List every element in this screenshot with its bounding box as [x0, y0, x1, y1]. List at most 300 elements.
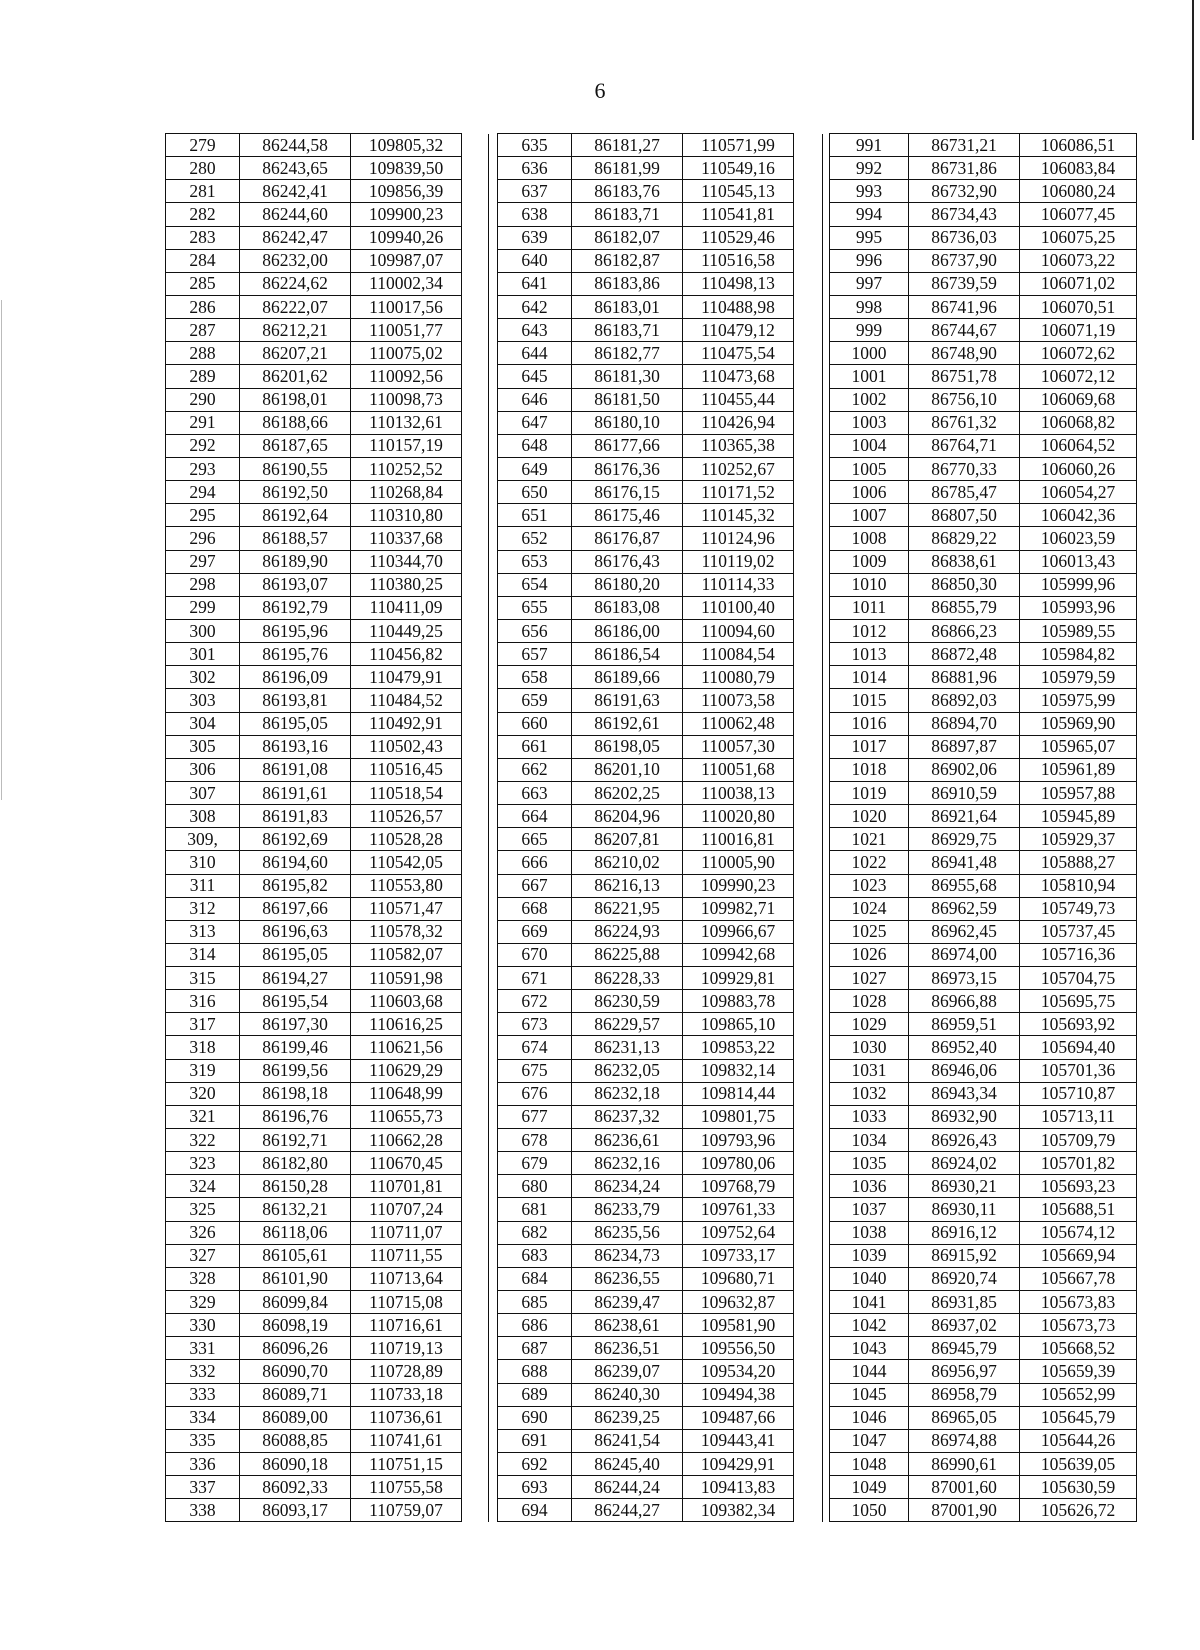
point-number-cell: 681 — [498, 1198, 572, 1221]
x-coordinate-cell: 86945,79 — [909, 1337, 1020, 1360]
column-gap — [794, 666, 823, 689]
column-gap — [462, 758, 489, 781]
y-coordinate-cell: 110648,99 — [351, 1082, 462, 1105]
y-coordinate-cell: 110005,90 — [683, 851, 794, 874]
table-row — [830, 1337, 1137, 1360]
column-gap — [794, 203, 823, 226]
point-number-cell: 290 — [166, 388, 240, 411]
y-coordinate-cell: 110662,28 — [351, 1129, 462, 1152]
table-row — [166, 434, 489, 457]
column-gap — [794, 1267, 823, 1290]
y-coordinate-cell: 109556,50 — [683, 1337, 794, 1360]
table-row — [166, 1036, 489, 1059]
table-row — [166, 180, 489, 203]
x-coordinate-cell: 86207,81 — [572, 828, 683, 851]
point-number-cell: 296 — [166, 527, 240, 550]
table-row — [166, 1383, 489, 1406]
x-coordinate-cell: 86230,59 — [572, 990, 683, 1013]
y-coordinate-cell: 105716,36 — [1020, 943, 1137, 966]
table-row — [830, 1036, 1137, 1059]
x-coordinate-cell: 86224,93 — [572, 920, 683, 943]
column-gap — [462, 1013, 489, 1036]
y-coordinate-cell: 110057,30 — [683, 735, 794, 758]
point-number-cell: 641 — [498, 272, 572, 295]
table-row — [166, 781, 489, 804]
column-gap — [462, 689, 489, 712]
point-number-cell: 690 — [498, 1406, 572, 1429]
table-row — [166, 967, 489, 990]
table-row — [498, 388, 823, 411]
point-number-cell: 1013 — [830, 643, 909, 666]
point-number-cell: 1015 — [830, 689, 909, 712]
column-gap — [462, 1314, 489, 1337]
y-coordinate-cell: 110755,58 — [351, 1476, 462, 1499]
column-gap — [794, 1244, 823, 1267]
y-coordinate-cell: 110411,09 — [351, 596, 462, 619]
column-gap — [794, 1429, 823, 1452]
x-coordinate-cell: 86182,80 — [240, 1152, 351, 1175]
point-number-cell: 319 — [166, 1059, 240, 1082]
column-gap — [462, 411, 489, 434]
x-coordinate-cell: 86892,03 — [909, 689, 1020, 712]
column-gap — [462, 1221, 489, 1244]
table-row — [498, 1013, 823, 1036]
x-coordinate-cell: 86096,26 — [240, 1337, 351, 1360]
y-coordinate-cell: 109733,17 — [683, 1244, 794, 1267]
x-coordinate-cell: 86222,07 — [240, 295, 351, 318]
x-coordinate-cell: 86962,59 — [909, 897, 1020, 920]
table-row — [498, 1360, 823, 1383]
column-gap — [462, 851, 489, 874]
point-number-cell: 317 — [166, 1013, 240, 1036]
point-number-cell: 335 — [166, 1429, 240, 1452]
table-row — [830, 758, 1137, 781]
table-row — [166, 735, 489, 758]
table-row — [498, 1406, 823, 1429]
point-number-cell: 682 — [498, 1221, 572, 1244]
x-coordinate-cell: 86829,22 — [909, 527, 1020, 550]
y-coordinate-cell: 110017,56 — [351, 295, 462, 318]
table-row — [166, 319, 489, 342]
y-coordinate-cell: 105701,36 — [1020, 1059, 1137, 1082]
y-coordinate-cell: 110542,05 — [351, 851, 462, 874]
column-gap — [794, 874, 823, 897]
y-coordinate-cell: 109429,91 — [683, 1453, 794, 1476]
table-row — [498, 1383, 823, 1406]
table-row — [830, 203, 1137, 226]
point-number-cell: 287 — [166, 319, 240, 342]
table-row — [498, 434, 823, 457]
y-coordinate-cell: 110670,45 — [351, 1152, 462, 1175]
column-gap — [794, 1453, 823, 1476]
table-row — [498, 920, 823, 943]
point-number-cell: 1029 — [830, 1013, 909, 1036]
point-number-cell: 669 — [498, 920, 572, 943]
point-number-cell: 672 — [498, 990, 572, 1013]
point-number-cell: 333 — [166, 1383, 240, 1406]
x-coordinate-cell: 86238,61 — [572, 1314, 683, 1337]
table-row — [498, 249, 823, 272]
y-coordinate-cell: 110629,29 — [351, 1059, 462, 1082]
table-row — [830, 434, 1137, 457]
y-coordinate-cell: 106071,02 — [1020, 272, 1137, 295]
table-row — [830, 1082, 1137, 1105]
y-coordinate-cell: 109839,50 — [351, 157, 462, 180]
x-coordinate-cell: 86235,56 — [572, 1221, 683, 1244]
x-coordinate-cell: 86189,90 — [240, 550, 351, 573]
point-number-cell: 299 — [166, 596, 240, 619]
y-coordinate-cell: 109990,23 — [683, 874, 794, 897]
x-coordinate-cell: 86974,00 — [909, 943, 1020, 966]
x-coordinate-cell: 86105,61 — [240, 1244, 351, 1267]
x-coordinate-cell: 86229,57 — [572, 1013, 683, 1036]
point-number-cell: 662 — [498, 758, 572, 781]
y-coordinate-cell: 105652,99 — [1020, 1383, 1137, 1406]
column-gap — [462, 504, 489, 527]
table-row — [498, 573, 823, 596]
coordinates-table-1 — [165, 133, 489, 1522]
table-row — [166, 388, 489, 411]
x-coordinate-cell: 86176,87 — [572, 527, 683, 550]
y-coordinate-cell: 109987,07 — [351, 249, 462, 272]
column-gap — [462, 550, 489, 573]
point-number-cell: 1004 — [830, 434, 909, 457]
column-gap — [794, 1291, 823, 1314]
table-row — [830, 596, 1137, 619]
point-number-cell: 1038 — [830, 1221, 909, 1244]
x-coordinate-cell: 86756,10 — [909, 388, 1020, 411]
x-coordinate-cell: 86748,90 — [909, 342, 1020, 365]
y-coordinate-cell: 106060,26 — [1020, 457, 1137, 480]
table-row — [166, 1175, 489, 1198]
point-number-cell: 305 — [166, 735, 240, 758]
table-row — [498, 1221, 823, 1244]
point-number-cell: 327 — [166, 1244, 240, 1267]
table-row — [498, 295, 823, 318]
y-coordinate-cell: 109581,90 — [683, 1314, 794, 1337]
y-coordinate-cell: 106072,62 — [1020, 342, 1137, 365]
y-coordinate-cell: 109900,23 — [351, 203, 462, 226]
column-gap — [794, 1406, 823, 1429]
y-coordinate-cell: 110711,07 — [351, 1221, 462, 1244]
y-coordinate-cell: 109494,38 — [683, 1383, 794, 1406]
point-number-cell: 668 — [498, 897, 572, 920]
y-coordinate-cell: 110100,40 — [683, 596, 794, 619]
table-row — [830, 666, 1137, 689]
y-coordinate-cell: 110492,91 — [351, 712, 462, 735]
point-number-cell: 660 — [498, 712, 572, 735]
column-gap — [462, 967, 489, 990]
x-coordinate-cell: 86232,00 — [240, 249, 351, 272]
y-coordinate-cell: 105695,75 — [1020, 990, 1137, 1013]
table-row — [498, 781, 823, 804]
x-coordinate-cell: 86196,09 — [240, 666, 351, 689]
table-row — [830, 1244, 1137, 1267]
table-row — [830, 295, 1137, 318]
table-row — [830, 481, 1137, 504]
point-number-cell: 689 — [498, 1383, 572, 1406]
table-row — [830, 272, 1137, 295]
column-gap — [794, 1198, 823, 1221]
x-coordinate-cell: 86770,33 — [909, 457, 1020, 480]
x-coordinate-cell: 86176,43 — [572, 550, 683, 573]
column-gap — [794, 1105, 823, 1128]
y-coordinate-cell: 110571,47 — [351, 897, 462, 920]
point-number-cell: 320 — [166, 1082, 240, 1105]
y-coordinate-cell: 109814,44 — [683, 1082, 794, 1105]
y-coordinate-cell: 105810,94 — [1020, 874, 1137, 897]
point-number-cell: 691 — [498, 1429, 572, 1452]
point-number-cell: 665 — [498, 828, 572, 851]
y-coordinate-cell: 109632,87 — [683, 1291, 794, 1314]
point-number-cell: 1021 — [830, 828, 909, 851]
y-coordinate-cell: 105984,82 — [1020, 643, 1137, 666]
point-number-cell: 285 — [166, 272, 240, 295]
column-gap — [462, 1059, 489, 1082]
x-coordinate-cell: 86182,87 — [572, 249, 683, 272]
point-number-cell: 325 — [166, 1198, 240, 1221]
column-gap — [462, 1244, 489, 1267]
column-gap — [462, 643, 489, 666]
point-number-cell: 639 — [498, 226, 572, 249]
point-number-cell: 294 — [166, 481, 240, 504]
column-gap — [462, 295, 489, 318]
x-coordinate-cell: 86807,50 — [909, 504, 1020, 527]
x-coordinate-cell: 86244,24 — [572, 1476, 683, 1499]
table-row — [830, 1314, 1137, 1337]
column-gap — [794, 805, 823, 828]
table-row — [830, 1175, 1137, 1198]
table-row — [830, 920, 1137, 943]
y-coordinate-cell: 109853,22 — [683, 1036, 794, 1059]
y-coordinate-cell: 105979,59 — [1020, 666, 1137, 689]
y-coordinate-cell: 110002,34 — [351, 272, 462, 295]
y-coordinate-cell: 106070,51 — [1020, 295, 1137, 318]
x-coordinate-cell: 86838,61 — [909, 550, 1020, 573]
column-gap — [794, 828, 823, 851]
point-number-cell: 677 — [498, 1105, 572, 1128]
x-coordinate-cell: 86897,87 — [909, 735, 1020, 758]
table-row — [498, 1175, 823, 1198]
x-coordinate-cell: 86198,18 — [240, 1082, 351, 1105]
x-coordinate-cell: 86929,75 — [909, 828, 1020, 851]
table-row — [166, 1267, 489, 1290]
x-coordinate-cell: 86180,10 — [572, 411, 683, 434]
point-number-cell: 1016 — [830, 712, 909, 735]
x-coordinate-cell: 86181,99 — [572, 157, 683, 180]
y-coordinate-cell: 105694,40 — [1020, 1036, 1137, 1059]
point-number-cell: 659 — [498, 689, 572, 712]
point-number-cell: 1022 — [830, 851, 909, 874]
column-gap — [462, 203, 489, 226]
point-number-cell: 334 — [166, 1406, 240, 1429]
point-number-cell: 291 — [166, 411, 240, 434]
table-row — [166, 851, 489, 874]
table-row — [498, 203, 823, 226]
point-number-cell: 306 — [166, 758, 240, 781]
x-coordinate-cell: 86181,27 — [572, 134, 683, 157]
y-coordinate-cell: 110020,80 — [683, 805, 794, 828]
column-gap — [794, 504, 823, 527]
table-row — [166, 550, 489, 573]
y-coordinate-cell: 105674,12 — [1020, 1221, 1137, 1244]
coordinates-table-3 — [829, 133, 1137, 1522]
point-number-cell: 1046 — [830, 1406, 909, 1429]
column-gap — [794, 781, 823, 804]
table-row — [166, 1429, 489, 1452]
y-coordinate-cell: 110549,16 — [683, 157, 794, 180]
y-coordinate-cell: 105668,52 — [1020, 1337, 1137, 1360]
column-gap — [794, 1036, 823, 1059]
table-row — [498, 457, 823, 480]
point-number-cell: 692 — [498, 1453, 572, 1476]
x-coordinate-cell: 86232,05 — [572, 1059, 683, 1082]
point-number-cell: 999 — [830, 319, 909, 342]
y-coordinate-cell: 110591,98 — [351, 967, 462, 990]
y-coordinate-cell: 105945,89 — [1020, 805, 1137, 828]
x-coordinate-cell: 86902,06 — [909, 758, 1020, 781]
column-gap — [794, 134, 823, 157]
y-coordinate-cell: 110759,07 — [351, 1499, 462, 1522]
table-row — [830, 411, 1137, 434]
x-coordinate-cell: 86196,63 — [240, 920, 351, 943]
table-row — [166, 1314, 489, 1337]
y-coordinate-cell: 110715,08 — [351, 1291, 462, 1314]
y-coordinate-cell: 106083,84 — [1020, 157, 1137, 180]
y-coordinate-cell: 110124,96 — [683, 527, 794, 550]
y-coordinate-cell: 105659,39 — [1020, 1360, 1137, 1383]
table-row — [498, 1059, 823, 1082]
x-coordinate-cell: 86955,68 — [909, 874, 1020, 897]
point-number-cell: 1003 — [830, 411, 909, 434]
x-coordinate-cell: 86193,81 — [240, 689, 351, 712]
table-row — [830, 457, 1137, 480]
x-coordinate-cell: 86894,70 — [909, 712, 1020, 735]
x-coordinate-cell: 86965,05 — [909, 1406, 1020, 1429]
table-row — [830, 249, 1137, 272]
x-coordinate-cell: 86236,51 — [572, 1337, 683, 1360]
point-number-cell: 658 — [498, 666, 572, 689]
table-row — [498, 805, 823, 828]
table-row — [498, 1499, 823, 1522]
point-number-cell: 286 — [166, 295, 240, 318]
point-number-cell: 1026 — [830, 943, 909, 966]
point-number-cell: 304 — [166, 712, 240, 735]
y-coordinate-cell: 110553,80 — [351, 874, 462, 897]
table-row — [498, 1337, 823, 1360]
table-row — [830, 134, 1137, 157]
table-row — [830, 735, 1137, 758]
table-row — [166, 805, 489, 828]
point-number-cell: 663 — [498, 781, 572, 804]
y-coordinate-cell: 110114,33 — [683, 573, 794, 596]
point-number-cell: 297 — [166, 550, 240, 573]
table-row — [498, 342, 823, 365]
point-number-cell: 1007 — [830, 504, 909, 527]
table-row — [498, 319, 823, 342]
table-row — [498, 550, 823, 573]
y-coordinate-cell: 106042,36 — [1020, 504, 1137, 527]
x-coordinate-cell: 86175,46 — [572, 504, 683, 527]
table-row — [166, 504, 489, 527]
y-coordinate-cell: 106075,25 — [1020, 226, 1137, 249]
y-coordinate-cell: 106071,19 — [1020, 319, 1137, 342]
x-coordinate-cell: 86916,12 — [909, 1221, 1020, 1244]
y-coordinate-cell: 110475,54 — [683, 342, 794, 365]
y-coordinate-cell: 109780,06 — [683, 1152, 794, 1175]
point-number-cell: 293 — [166, 457, 240, 480]
table-row — [498, 758, 823, 781]
y-coordinate-cell: 105693,23 — [1020, 1175, 1137, 1198]
y-coordinate-cell: 110526,57 — [351, 805, 462, 828]
x-coordinate-cell: 86739,59 — [909, 272, 1020, 295]
column-gap — [794, 1152, 823, 1175]
table-row — [830, 712, 1137, 735]
y-coordinate-cell: 105667,78 — [1020, 1267, 1137, 1290]
x-coordinate-cell: 86233,79 — [572, 1198, 683, 1221]
column-gap — [462, 527, 489, 550]
column-gap — [794, 388, 823, 411]
column-gap — [462, 481, 489, 504]
table-row — [830, 1360, 1137, 1383]
column-gap — [462, 1429, 489, 1452]
x-coordinate-cell: 86243,65 — [240, 157, 351, 180]
table-row — [166, 689, 489, 712]
x-coordinate-cell: 86186,00 — [572, 619, 683, 642]
point-number-cell: 1040 — [830, 1267, 909, 1290]
x-coordinate-cell: 86188,57 — [240, 527, 351, 550]
y-coordinate-cell: 110473,68 — [683, 365, 794, 388]
column-gap — [794, 434, 823, 457]
x-coordinate-cell: 86920,74 — [909, 1267, 1020, 1290]
column-gap — [794, 619, 823, 642]
y-coordinate-cell: 109883,78 — [683, 990, 794, 1013]
x-coordinate-cell: 86941,48 — [909, 851, 1020, 874]
point-number-cell: 643 — [498, 319, 572, 342]
x-coordinate-cell: 86092,33 — [240, 1476, 351, 1499]
column-gap — [794, 1082, 823, 1105]
table-row — [830, 1291, 1137, 1314]
point-number-cell: 675 — [498, 1059, 572, 1082]
column-gap — [794, 1059, 823, 1082]
table-row — [166, 666, 489, 689]
column-gap — [794, 1360, 823, 1383]
y-coordinate-cell: 110092,56 — [351, 365, 462, 388]
point-number-cell: 295 — [166, 504, 240, 527]
scan-edge-line — [1192, 0, 1194, 140]
table-row — [830, 619, 1137, 642]
x-coordinate-cell: 86245,40 — [572, 1453, 683, 1476]
x-coordinate-cell: 86236,55 — [572, 1267, 683, 1290]
y-coordinate-cell: 110502,43 — [351, 735, 462, 758]
x-coordinate-cell: 86242,41 — [240, 180, 351, 203]
y-coordinate-cell: 109940,26 — [351, 226, 462, 249]
y-coordinate-cell: 105737,45 — [1020, 920, 1137, 943]
table-row — [166, 1476, 489, 1499]
y-coordinate-cell: 106073,22 — [1020, 249, 1137, 272]
y-coordinate-cell: 110582,07 — [351, 943, 462, 966]
y-coordinate-cell: 109768,79 — [683, 1175, 794, 1198]
y-coordinate-cell: 110132,61 — [351, 411, 462, 434]
y-coordinate-cell: 106077,45 — [1020, 203, 1137, 226]
table-row — [166, 643, 489, 666]
column-gap — [462, 1337, 489, 1360]
column-gap — [462, 1476, 489, 1499]
x-coordinate-cell: 86966,88 — [909, 990, 1020, 1013]
page-number: 6 — [594, 78, 606, 103]
table-row — [498, 666, 823, 689]
point-number-cell: 1048 — [830, 1453, 909, 1476]
